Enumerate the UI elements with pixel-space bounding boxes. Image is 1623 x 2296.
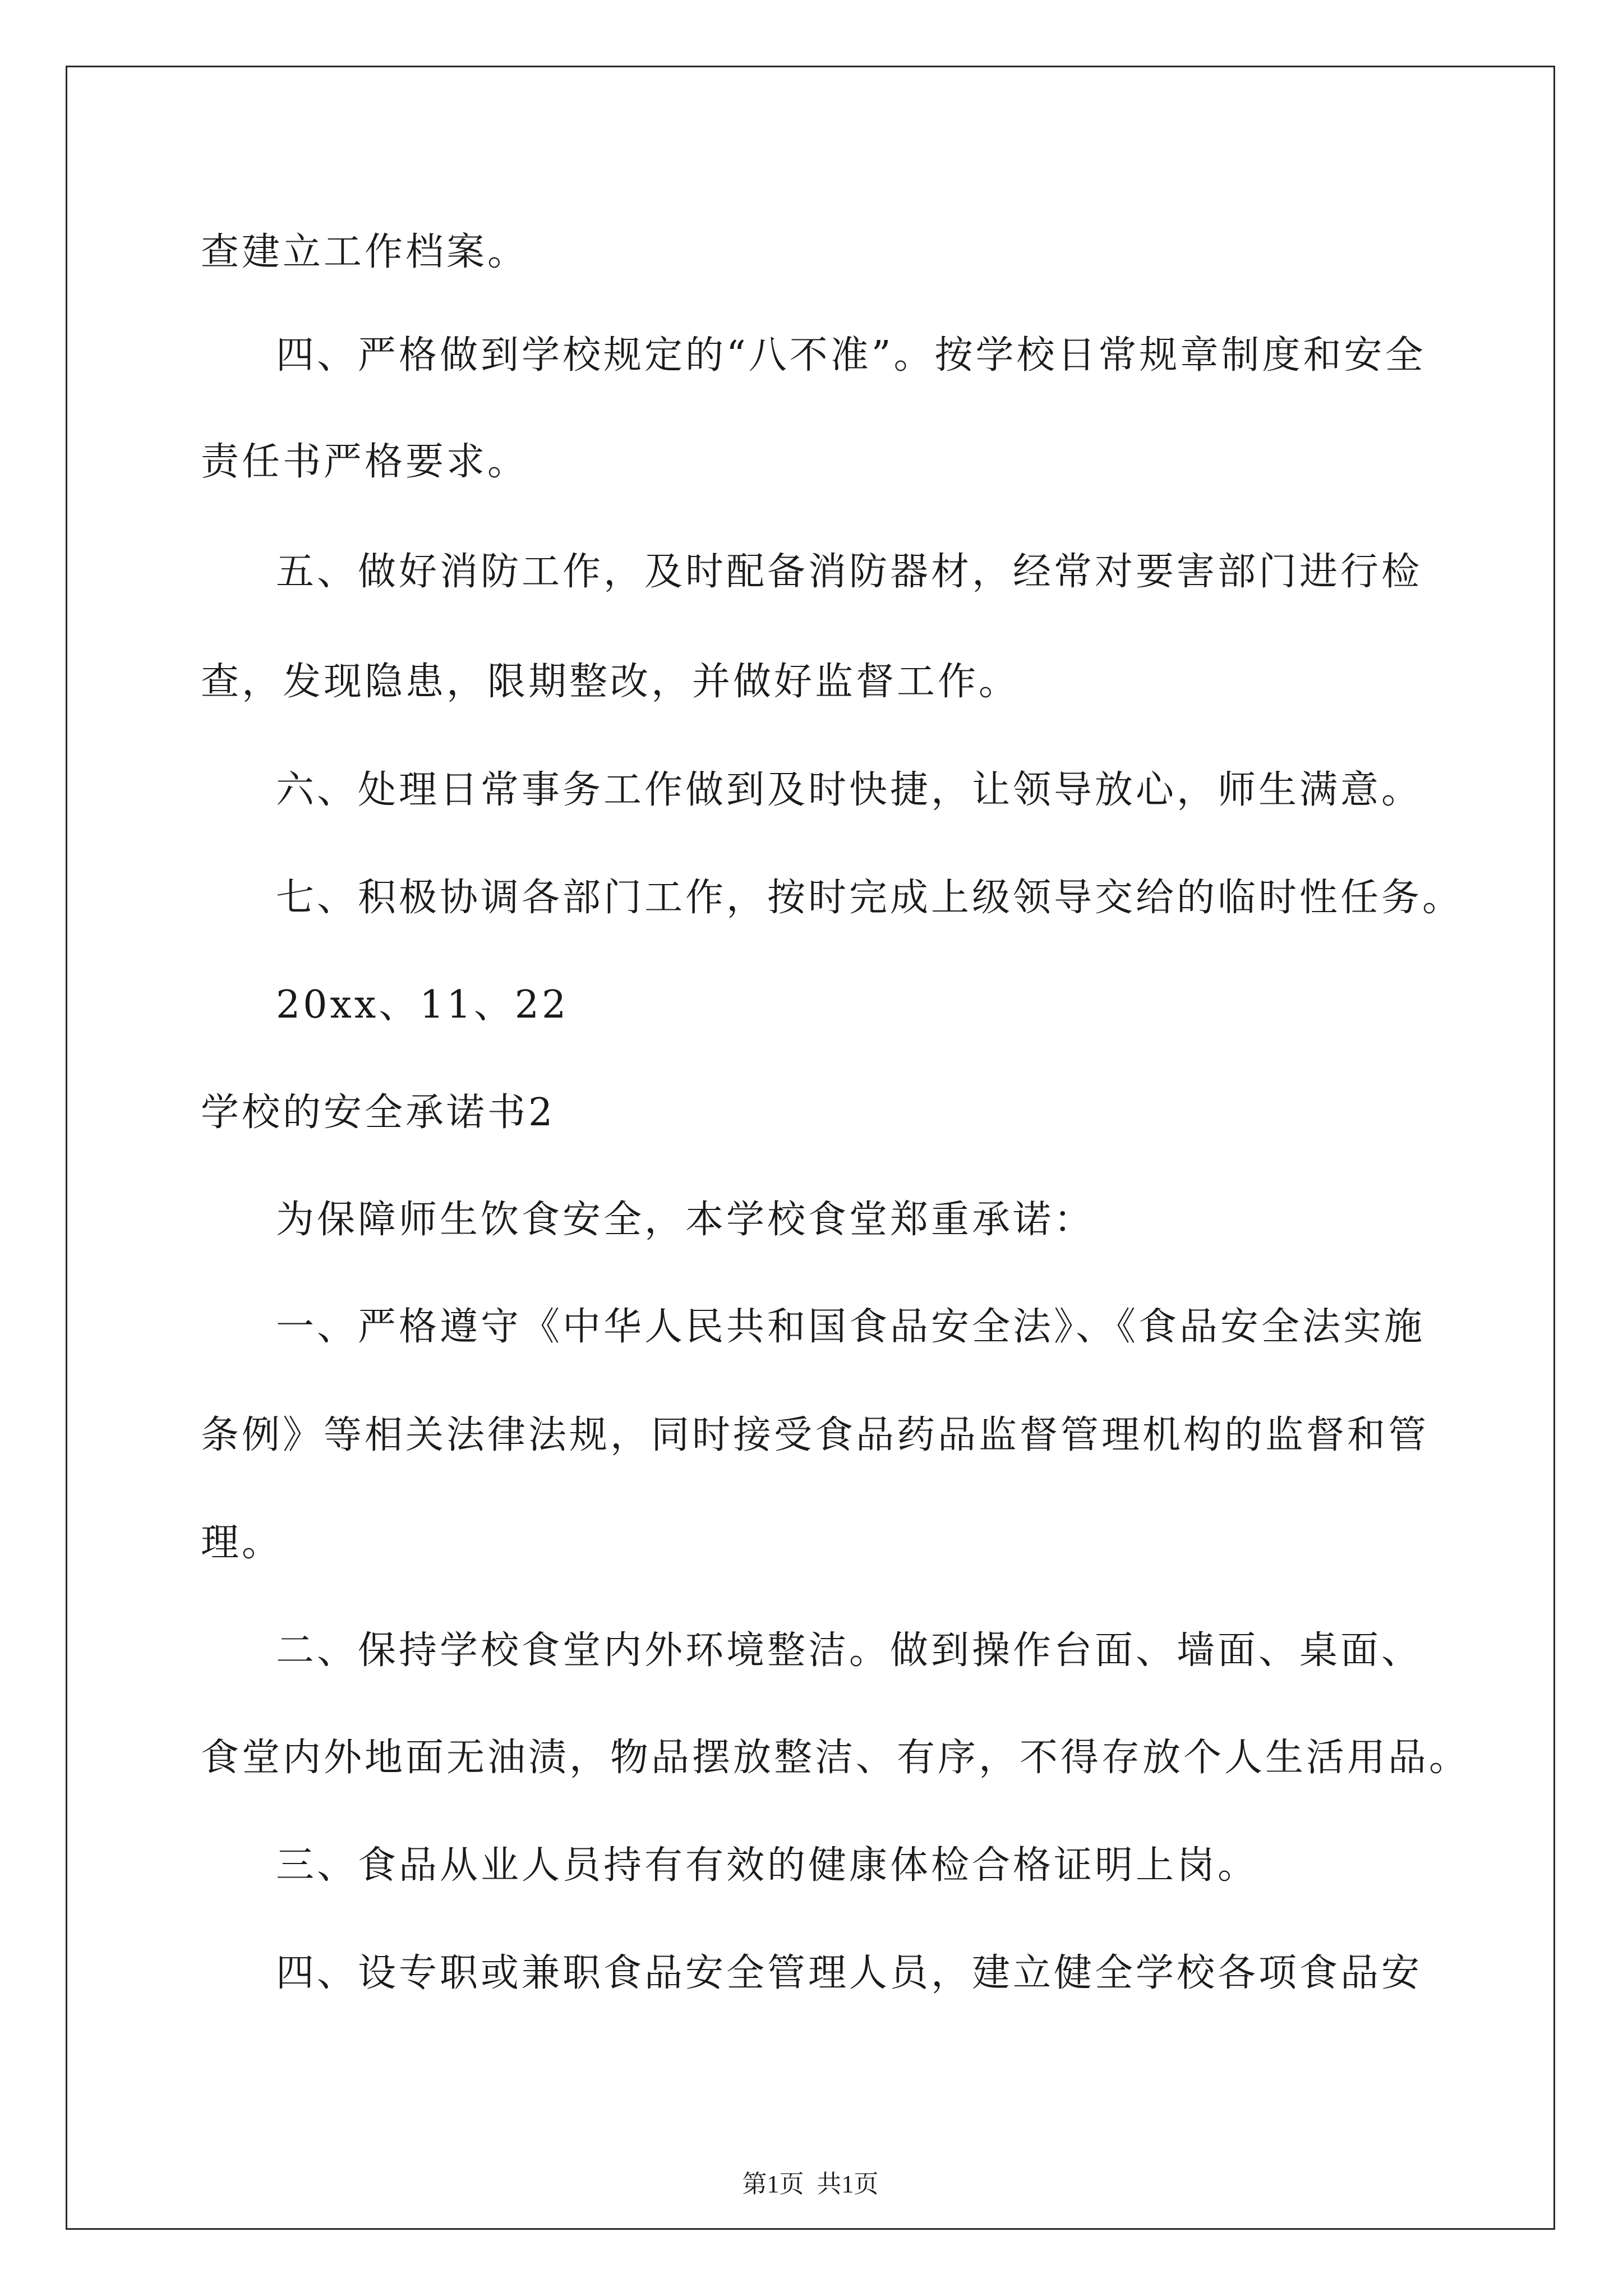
paragraph-line: 查，发现隐患，限期整改，并做好监督工作。 bbox=[201, 660, 1020, 704]
paragraph-line: 三、食品从业人员持有有效的健康体检合格证明上岗。 bbox=[276, 1843, 1259, 1888]
paragraph-line: 查建立工作档案。 bbox=[201, 230, 529, 274]
paragraph-line: 为保障师生饮食安全，本学校食堂郑重承诺： bbox=[276, 1198, 1095, 1242]
page-total: 共1页 bbox=[817, 2170, 879, 2198]
date-line: 20xx、11、22 bbox=[276, 983, 569, 1027]
page-footer bbox=[67, 2172, 1553, 2197]
section-title: 学校的安全承诺书2 bbox=[201, 1091, 556, 1135]
paragraph-line: 理。 bbox=[201, 1521, 283, 1565]
paragraph-line: 责任书严格要求。 bbox=[201, 440, 529, 484]
paragraph-line: 条例》等相关法律法规，同时接受食品药品监督管理机构的监督和管 bbox=[201, 1413, 1430, 1457]
paragraph-line: 四、严格做到学校规定的“八不准”。按学校日常规章制度和安全 bbox=[276, 333, 1426, 378]
paragraph-line: 一、严格遵守《中华人民共和国食品安全法》、《食品安全法实施 bbox=[276, 1305, 1426, 1349]
paragraph-line: 五、做好消防工作，及时配备消防器材，经常对要害部门进行检 bbox=[276, 550, 1423, 594]
page-number: 第1页 bbox=[742, 2170, 804, 2198]
paragraph-line: 二、保持学校食堂内外环境整洁。做到操作台面、墙面、桌面、 bbox=[276, 1628, 1423, 1673]
paragraph-line: 六、处理日常事务工作做到及时快捷，让领导放心，师生满意。 bbox=[276, 768, 1423, 812]
paragraph-line: 四、设专职或兼职食品安全管理人员，建立健全学校各项食品安 bbox=[276, 1951, 1423, 1995]
page-frame bbox=[66, 66, 1555, 2230]
paragraph-line: 七、积极协调各部门工作，按时完成上级领导交给的临时性任务。 bbox=[276, 876, 1464, 920]
paragraph-line: 食堂内外地面无油渍，物品摆放整洁、有序，不得存放个人生活用品。 bbox=[201, 1736, 1470, 1780]
